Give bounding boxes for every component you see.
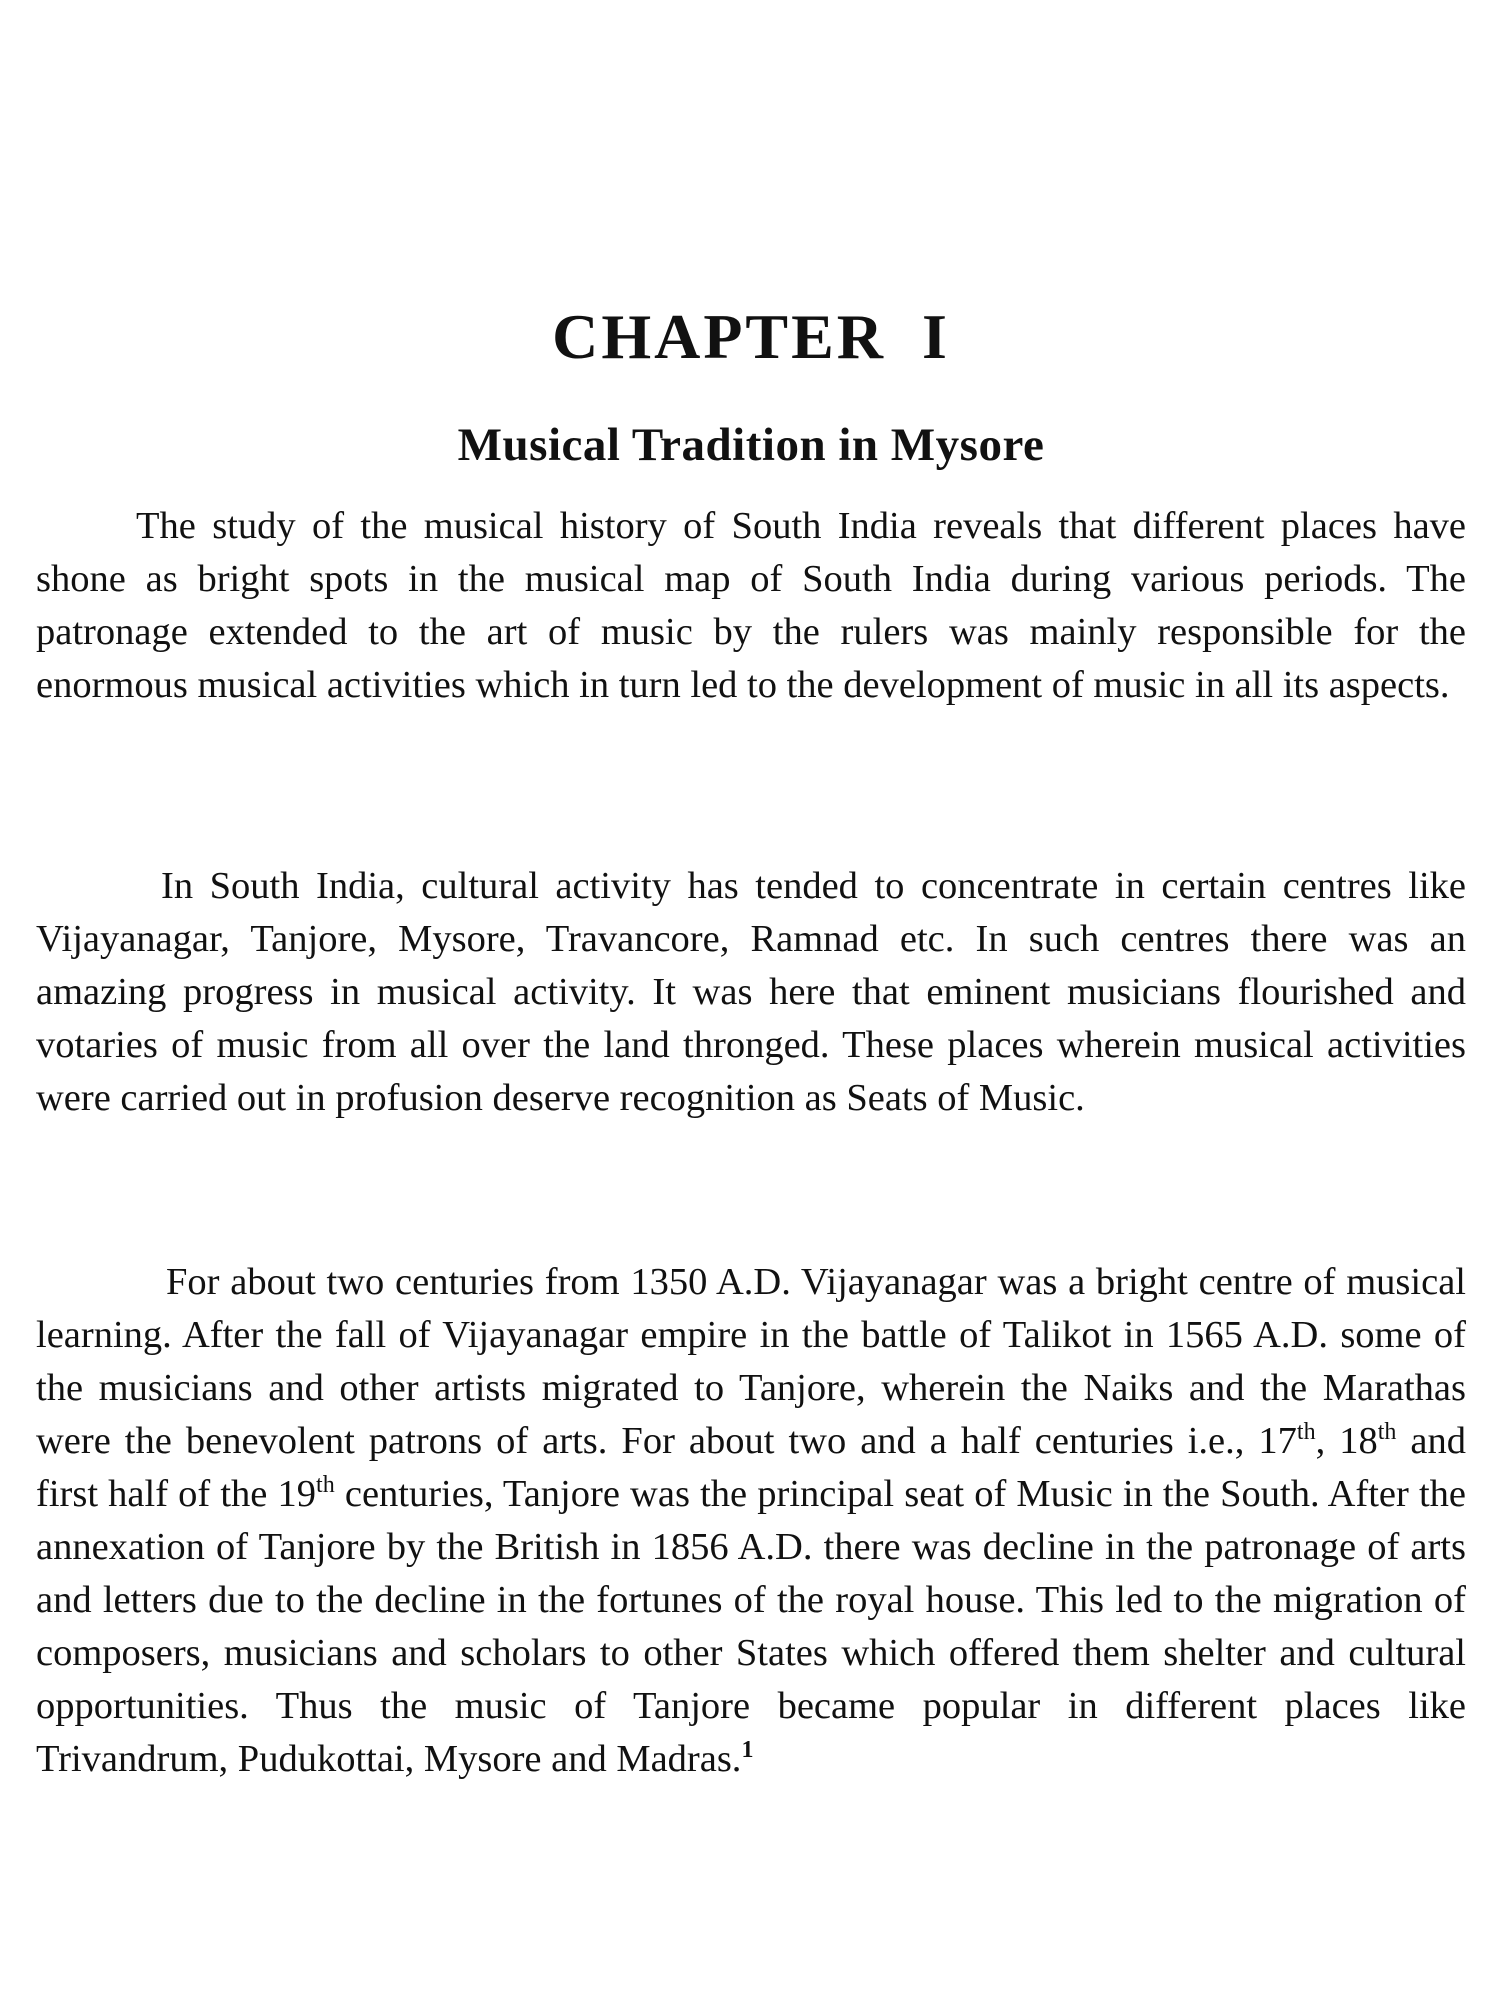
ordinal-suffix: th	[1377, 1419, 1397, 1446]
book-page	[36, 0, 1466, 2000]
footnote-reference: 1	[741, 1737, 754, 1764]
ordinal-suffix: th	[1296, 1419, 1316, 1446]
paragraph-3	[36, 1256, 1466, 1786]
paragraph-3-text-a: For about two centuries from 1350 A.D. Vijayanagar was a bright centre of musical learning. After the fall of Vijayanagar empire in the battle of Talikot in 1565 A.D. some of the musicians and other artists migrated to Tanjore, wherein the Naiks and the Marathas were the benevolent patrons of arts. For about two and a half centuries i.e., 17	[36, 1261, 1466, 1462]
paragraph-1: The study of the musical history of South India reveals that different places have shone as bright spots in the musical map of South India during various periods. The patronage extended to the art of music by the rulers was mainly responsible for the enormous musical activities which in turn led to the development of music in all its aspects.	[36, 505, 1466, 706]
chapter-title: Musical Tradition in Mysore	[457, 419, 1045, 471]
paragraph-2: In South India, cultural activity has tended to concentrate in certain centres like Vijayanagar, Tanjore, Mysore, Travancore, Ramnad etc. In such centres there was an amazing progress in musical activity. It was here that eminent musicians flourished and votaries of music from all over the land thronged. These places wherein musical activities were carried out in profusion deserve recognition as Seats of Music.	[36, 865, 1466, 1119]
paragraph-3-text-c: and first half of the 19	[36, 1420, 1467, 1515]
ordinal-suffix: th	[316, 1472, 335, 1499]
paragraph-3-text-b: , 18	[1315, 1420, 1378, 1462]
paragraph-3-text-d: centuries, Tanjore was the principal seat of Music in the South. After the annexation of Tanjore by the British in 1856 A.D. there was decline in the patronage of arts and letters due to the decline in the fortunes of the royal house. This led to the migration of composers, musicians and scholars to other States which offered them shelter and cultural opportunities. Thus the music of Tanjore became popular in different places like Trivandrum, Pudukottai, Mysore and Madras.	[36, 1473, 1466, 1780]
chapter-label: CHAPTER	[552, 301, 886, 372]
chapter-heading	[36, 300, 1466, 374]
chapter-number: I	[922, 301, 950, 372]
